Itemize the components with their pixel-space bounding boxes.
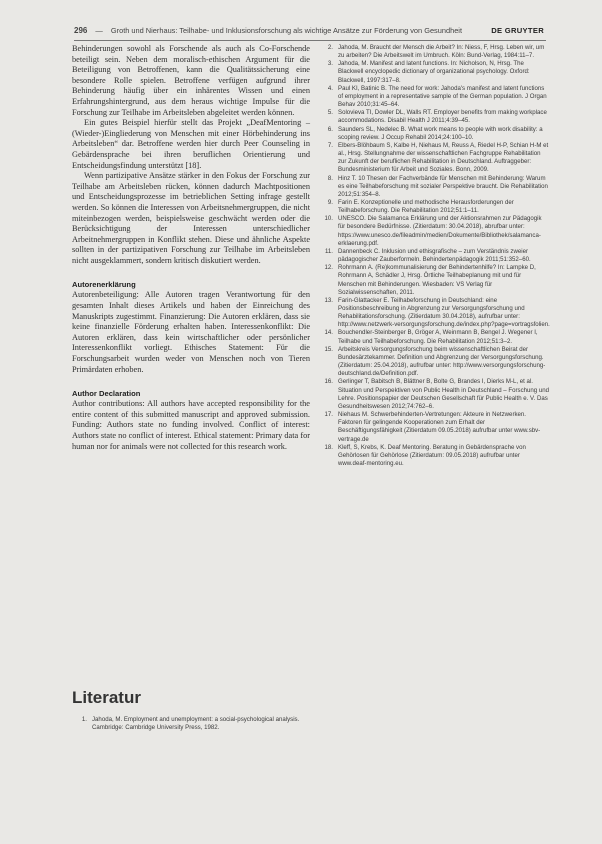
header-dash: — xyxy=(95,26,103,35)
left-column xyxy=(72,44,310,452)
reference-item xyxy=(318,346,550,379)
reference-text: Niehaus M. Schwerbehinderten-Vertretungen: Akteure in Netzwerken. Faktoren für gelingende Kooperationen zum Erhalt der Beschäftigungsfähigkeit (Zitierdatum 09.05.2018) aufrufbar unter www.sbv-vertrage.de xyxy=(338,411,541,443)
reference-number: 5. xyxy=(327,109,333,117)
reference-item xyxy=(318,215,550,248)
reference-item xyxy=(318,329,550,345)
reference-item xyxy=(318,378,550,411)
reference-number: 11. xyxy=(324,247,333,255)
reference-number: 2. xyxy=(327,44,333,51)
reference-item xyxy=(318,248,550,264)
reference-item xyxy=(318,297,550,330)
reference-number: 14. xyxy=(324,329,333,337)
reference-item xyxy=(318,142,550,175)
reference-text: Hinz T. 10 Thesen der Fachverbände für Menschen mit Behinderung: Warum es eine Teilhabeforschung mit sozialer Perspektive braucht. Die Rehabilitation 2012;51:354–8. xyxy=(338,174,548,198)
reference-text: Dannenbeck C. Inklusion und ethisgrafische – zum Verständnis zweier pädagogischer Zauberformeln. Behindertenpädagogik 2011;51:352–60. xyxy=(338,247,531,264)
reference-item xyxy=(318,60,550,84)
body-paragraph-2: Ein gutes Beispiel hierfür stellt das Projekt „DeafMentoring – (Wieder-)Eingliederung von Menschen mit einer Hörbehinderung ins Arbeitsleben“ dar. Betroffene werden hier durch Peer Counseling in Gebärdensprache bei ihren beruflichen Orientierung und Entscheidungsfindung unterstützt [18]. xyxy=(72,118,310,170)
left-reference-list xyxy=(72,716,312,732)
reference-text: Paul KI, Batinic B. The need for work: Jahoda's manifest and latent functions of employment in a representative sample of the German population. J Organ Behav 2010;31:45–64. xyxy=(338,84,547,109)
reference-text: Jahoda, M. Manifest and latent functions. In: Nicholson, N, Hrsg. The Blackwell encyclopedic dictionary of organizational psychology. Oxford: Blackwell, 1997:317–8. xyxy=(338,60,530,84)
reference-number: 3. xyxy=(327,60,333,68)
reference-item xyxy=(318,444,550,468)
reference-text: Arbeitskreis Versorgungsforschung beim wissenschaftlichen Beirat der Bundesärztekammer. Definition und Abgrenzung der Versorgungsforschung. (Zitierdatum: 25.04.2018), aufrufbar unter: http://www.versorgungsforschung-deutschland.de/Definition.pdf. xyxy=(338,345,546,378)
author-declaration-heading: Author Declaration xyxy=(72,389,141,399)
reference-text: Elbers-Blöhbaum S, Kalbe H, Niehaus M, Reuss A, Riedel H-P, Schian H-M et al., Hrsg. Stellungnahme der wissenschaftlichen Fachgruppe Rehabilitation zur Zukunft der beruflichen Rehabilitation in Deutschland. Auftraggeber: Bundesministerium für Arbeit und Soziales. Bonn, 2009. xyxy=(338,141,549,174)
reference-number: 8. xyxy=(327,174,333,182)
authors-declaration-heading: Autorenerklärung xyxy=(72,280,136,290)
reference-item xyxy=(318,109,550,125)
reference-number: 15. xyxy=(324,345,333,353)
author-declaration-text: Author contributions: All authors have accepted responsibility for the entire content of this submitted manuscript and approved submission. Funding: Authors state no funding involved. Conflict of interest: Authors state no conflict of interest. Ethical statement: Primary data for human nor for animals were not collected for this research work. xyxy=(72,399,310,451)
body-paragraph-1: Behinderungen sowohl als Forschende als auch als Co-Forschende beteiligt sein. Neben dem moralisch-ethischen Argument für die Beteiligung von Betroffenen, kann die Qualitätssicherung eine besondere Rolle spielen. Betroffene verfügen aufgrund ihrer Behinderung häufig über ein inhärentes Wissen und einen Erfahrungshintergrund, aus dem heraus wichtige Impulse für die Forschung zur Teilhabe im Arbeitsleben abgeleitet werden können. xyxy=(72,44,310,117)
reference-item xyxy=(72,716,312,732)
reference-number: 13. xyxy=(324,296,333,304)
reference-item xyxy=(318,175,550,199)
reference-text: Bouchendler-Steinberger B, Gröger A, Weinmann B, Bengel J. Wegener I, Teilhabe und Teilhabeforschung. Die Rehabilitation 2012;51:3–2. xyxy=(338,329,538,345)
running-header xyxy=(74,26,544,38)
reference-text: Rohrmann A. (Re)kommunalisierung der Behindertenhilfe? In: Lampke D, Rohrmann A, Schädler J, Hrsg. Örtliche Teilhabeplanung mit und für Menschen mit Behinderungen. Wiesbaden: VS Verlag für Sozialwissenschaften, 2011. xyxy=(338,264,536,296)
reference-number: 18. xyxy=(324,443,333,451)
running-title: Groth und Nierhaus: Teilhabe- und Inklusionsforschung als wichtige Ansätze zur Förderung von Gesundheit xyxy=(110,26,462,35)
reference-number: 1. xyxy=(81,716,87,723)
reference-number: 12. xyxy=(324,264,333,272)
reference-item xyxy=(318,264,550,297)
authors-declaration-text: Autorenbeteiligung: Alle Autoren tragen Verantwortung für den gesamten Inhalt dieses Artikels und haben der Einreichung des Manuskripts zugestimmt. Finanzierung: Die Autoren erklären, dass sie keine finanzielle Förderung erhalten haben. Interessenkonflikt: Die Autoren erklären, dass kein wirtschaftlicher oder persönlicher Interessenkonflikt vorliegt. Ethisches Statement: Für die Forschungsarbeit wurden weder von Menschen noch von Tieren Primärdaten erhoben. xyxy=(72,290,310,374)
reference-text: Saunders SL, Nedelec B. What work means to people with work disability: a scoping review. J Occup Rehabil 2014;24:100–10. xyxy=(338,125,543,141)
body-paragraph-3: Wenn partizipative Ansätze stärker in den Fokus der Forschung zur Teilhabe am Arbeitsleben rücken, können dadurch Machtpositionen und Entscheidungsprozesse im betrieblichen Setting infrage gestellt werden. So können die Interessen von Arbeitsnehmergruppen, die nicht miteinbezogen werden, beispielsweise geschwächt werden oder die Berücksichtigung der Interessen unterschiedlicher Arbeitnehmergruppen in Konflikt stehen. Diese und ähnliche Aspekte sollten in der partizipativen Forschung zur Teilhabe im Arbeitsleben nicht ausgeklammert, sondern kritisch diskutiert werden. xyxy=(72,171,310,265)
reference-number: 7. xyxy=(327,141,333,149)
reference-item xyxy=(318,126,550,142)
reference-text: Gerlinger T, Babitsch B, Blättner B, Bolte G, Brandes I, Dierks M-L, et al. Situation und Perspektiven von Public Health in Deutschland – Forschung und Lehre. Positionspapier der Deutschen Gesellschaft für Public Health e. V. Das Gesundheitswesen 2012;74:762–6. xyxy=(338,378,550,410)
reference-number: 10. xyxy=(324,215,333,223)
reference-text: Farin E. Konzeptionelle und methodische Herausforderungen der Teilhabeforschung. Die Rehabilitation 2012;51:1–11. xyxy=(338,198,514,215)
reference-number: 17. xyxy=(324,411,333,419)
literature-heading: Literatur xyxy=(72,688,141,707)
right-reference-list xyxy=(318,44,550,468)
reference-item xyxy=(318,411,550,444)
reference-text: UNESCO. Die Salamanca Erklärung und der Aktionsrahmen zur Pädagogik für besondere Bedürfnisse. (Zitierdatum: 30.04.2018), abrufbar unter: https://www.unesco.de/fileadmin/medien/Dokumente/Bibliothek/salamanca-erklaerung.pdf. xyxy=(338,215,542,247)
reference-text: Solovieva TI, Dowler DL, Walls RT. Employer benefits from making workplace accommodations. Disabil Health J 2011;4:39–45. xyxy=(338,109,547,125)
reference-text: Jahoda, M. Braucht der Mensch die Arbeit? In: Niess, F, Hrsg. Leben wir, um zu arbeiten? Die Arbeitswelt im Umbruch. Köln: Bund-Verlag, 1984:11–7. xyxy=(338,44,545,60)
reference-number: 16. xyxy=(324,378,333,386)
reference-text: Jahoda, M. Employment and unemployment: a social-psychological analysis. Cambridge: Cambridge University Press, 1982. xyxy=(92,716,300,732)
reference-text: Kleff, S, Krebs, K. Deaf Mentoring. Beratung in Gebärdensprache von Gehörlosen für Gehörlose (Zitierdatum: 09.05.2018) aufrufbar unter www.deaf-mentoring.eu. xyxy=(338,443,526,467)
reference-text: Farin-Glattacker E. Teilhabeforschung in Deutschland: eine Positionsbeschreibung in Abgrenzung zur Versorgungsforschung und Rehabilitationsforschung. (Zitierdatum 30.04.2018), aufrufbar unter: http://www.netzwerk-versorgungsforschung.de/index.php?page=vortragsfolien. xyxy=(338,296,550,329)
header-rule xyxy=(74,40,546,41)
publisher-name: DE GRUYTER xyxy=(491,26,544,35)
reference-number: 6. xyxy=(327,125,333,133)
reference-number: 9. xyxy=(327,198,333,206)
reference-item xyxy=(318,199,550,215)
page-number: 296 xyxy=(74,26,88,35)
reference-number: 4. xyxy=(327,84,333,92)
reference-item xyxy=(318,85,550,109)
reference-item xyxy=(318,44,550,60)
